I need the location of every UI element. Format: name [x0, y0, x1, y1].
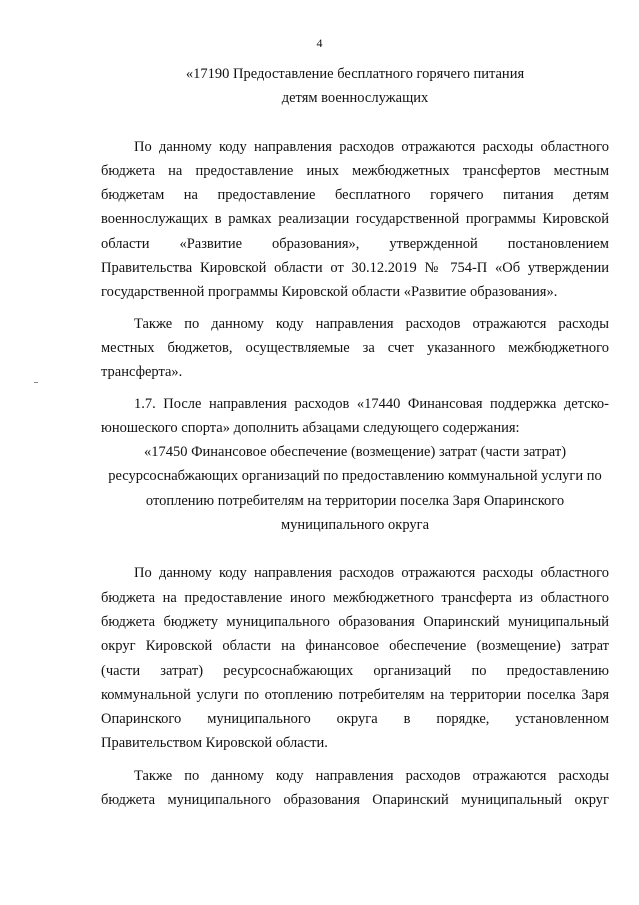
- heading-line: «17190 Предоставление бесплатного горячего питания: [185, 66, 525, 82]
- paragraph-17450-description: [101, 561, 609, 755]
- paragraph-line: коммунальной услуги по отоплению потребителям на территории поселка Заря: [101, 686, 609, 703]
- paragraph-line: округ Кировской области на финансовое обеспечение (возмещение) затрат: [101, 638, 609, 655]
- paragraph-line: бюджета муниципального образования Опаринский муниципальный округ: [101, 792, 609, 809]
- paragraph-17190-description: [101, 135, 609, 305]
- paragraph-line: бюджета на предоставление иных межбюджетных трансфертов местным: [101, 162, 609, 179]
- heading-line: «17450 Финансовое обеспечение (возмещение) затрат (части затрат): [143, 444, 567, 461]
- paragraph-line: По данному коду направления расходов отражаются расходы областного: [134, 565, 609, 582]
- paragraph-line: Также по данному коду направления расходов отражаются расходы: [134, 767, 609, 784]
- section-heading-17450: [101, 440, 609, 537]
- paragraph-17450-municipal-budget: [101, 764, 609, 813]
- heading-line: муниципального округа: [280, 517, 430, 534]
- heading-line: детям военнослужащих: [281, 90, 429, 107]
- heading-line: отоплению потребителям на территории поселка Заря Опаринского: [145, 492, 565, 509]
- document-body: [101, 62, 609, 812]
- paragraph-line: 1.7. После направления расходов «17440 Финансовая поддержка детско-: [134, 395, 609, 412]
- section-heading-17190: [101, 62, 609, 111]
- paragraph-line: Правительства Кировской области от 30.12.2019 № 754-П «Об утверждении: [101, 260, 609, 277]
- paragraph-line: местных бюджетов, осуществляемые за счет указанного межбюджетного: [101, 339, 609, 356]
- heading-line: ресурсоснабжающих организаций по предоставлению коммунальной услуги по: [108, 468, 602, 485]
- paragraph-line: бюджета бюджету муниципального образования Опаринский муниципальный: [101, 613, 609, 630]
- paragraph-line: Опаринского муниципального округа в порядке, установленном: [101, 711, 609, 728]
- paragraph-line: бюджетам на предоставление бесплатного горячего питания детям: [101, 187, 609, 204]
- paragraph-line: военнослужащих в рамках реализации государственной программы Кировской: [101, 211, 609, 228]
- paragraph-line: государственной программы Кировской области «Развитие образования».: [101, 284, 558, 301]
- paragraph-line: Также по данному коду направления расходов отражаются расходы: [134, 315, 609, 332]
- paragraph-line: трансферта».: [101, 364, 183, 381]
- clause-1-7: [101, 392, 609, 441]
- page-number: 4: [316, 36, 323, 50]
- paragraph-line: Правительством Кировской области.: [101, 735, 328, 752]
- margin-mark: [34, 382, 38, 383]
- paragraph-line: (части затрат) ресурсоснабжающих организаций по предоставлению: [101, 662, 609, 679]
- paragraph-17190-local-budgets: [101, 312, 609, 385]
- paragraph-line: области «Развитие образования», утвержденной постановлением: [101, 235, 609, 252]
- paragraph-line: юношеского спорта» дополнить абзацами следующего содержания:: [101, 419, 520, 436]
- paragraph-line: По данному коду направления расходов отражаются расходы областного: [134, 138, 609, 155]
- paragraph-line: бюджета на предоставление иного межбюджетного трансферта из областного: [101, 589, 609, 606]
